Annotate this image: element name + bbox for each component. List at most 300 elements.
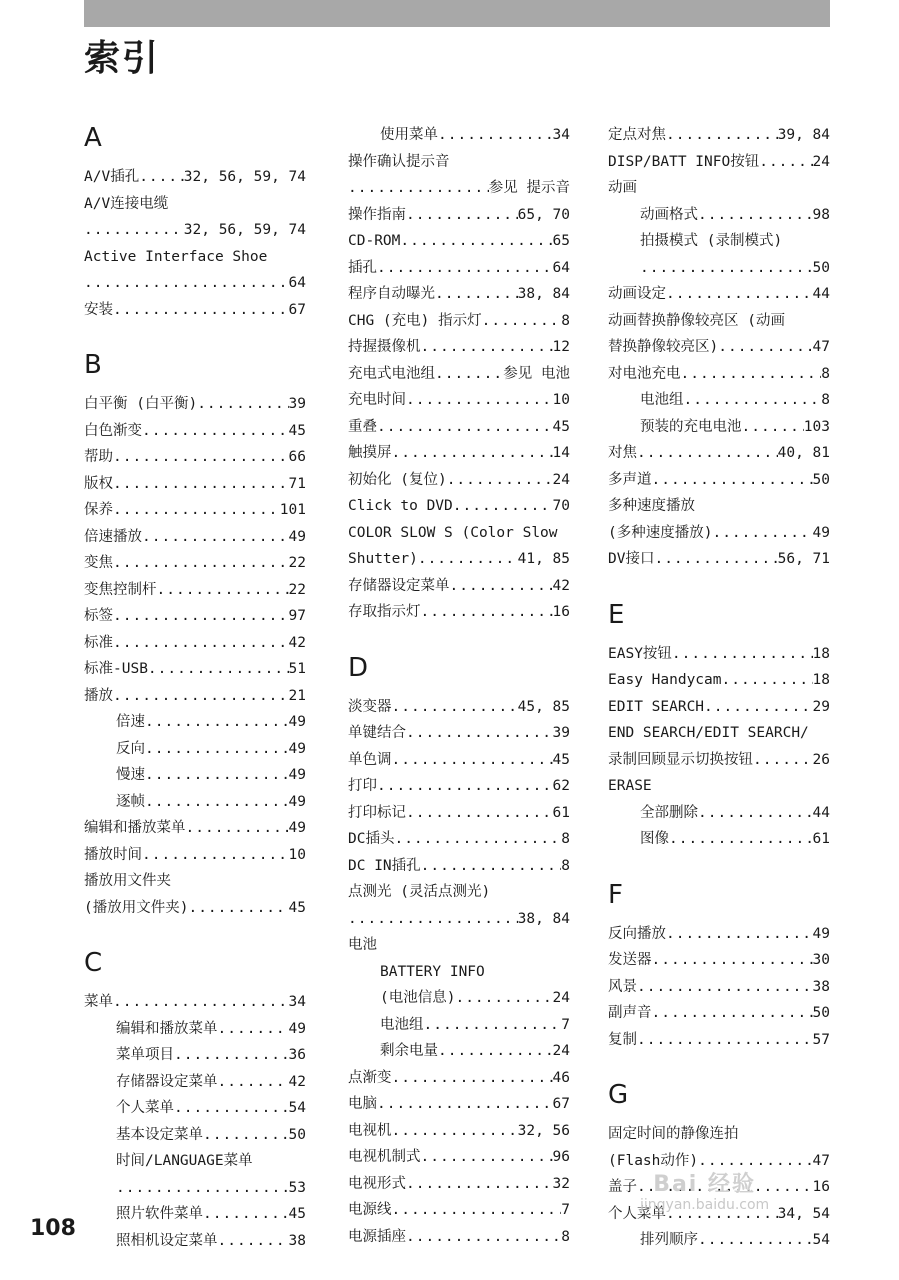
dot-leader xyxy=(218,1016,289,1043)
index-row xyxy=(116,1095,306,1122)
page-ref: 10 xyxy=(552,392,570,408)
page-ref: 22 xyxy=(288,555,306,571)
index-term: 安装 xyxy=(84,301,113,318)
index-subentry xyxy=(608,228,830,281)
page-ref: 16 xyxy=(552,604,570,620)
index-entry xyxy=(348,1118,570,1145)
index-term: CD-ROM xyxy=(348,233,401,249)
index-term: 电池组 xyxy=(640,392,684,408)
index-term: 图像 xyxy=(640,831,669,847)
index-term: 动画 xyxy=(608,180,637,196)
index-subentry xyxy=(608,387,830,414)
index-entry xyxy=(84,418,306,445)
index-row xyxy=(640,1227,830,1254)
index-term: 存取指示灯 xyxy=(348,604,421,620)
index-row xyxy=(84,895,306,922)
page-ref: 49 xyxy=(288,528,306,545)
dot-leader xyxy=(392,694,518,721)
index-term: 对电池充电 xyxy=(608,365,681,382)
index-term: 动画格式 xyxy=(640,206,698,223)
index-entry xyxy=(84,630,306,657)
index-subentry xyxy=(84,1228,306,1255)
index-row xyxy=(84,603,306,630)
index-row xyxy=(608,1148,830,1175)
page-ref: 45 xyxy=(288,899,306,916)
index-term: ERASE xyxy=(608,778,652,794)
dot-leader xyxy=(392,1197,562,1224)
index-term-lead: 多种速度播放 xyxy=(608,498,695,514)
page-ref: 38 xyxy=(812,978,830,995)
dot-leader xyxy=(698,1148,812,1175)
index-row xyxy=(348,334,570,361)
dot-leader xyxy=(142,524,289,551)
index-entry xyxy=(608,281,830,308)
dot-leader xyxy=(652,1000,813,1027)
index-term: 全部删除 xyxy=(640,804,698,821)
page-ref: 8 xyxy=(561,1228,570,1245)
dot-leader xyxy=(637,1027,813,1054)
index-entry xyxy=(84,497,306,524)
page-ref: 45 xyxy=(288,1206,306,1222)
index-term: 倍速 xyxy=(116,714,145,730)
index-subentry xyxy=(84,1122,306,1149)
index-term: 发送器 xyxy=(608,952,652,968)
index-term: 打印 xyxy=(348,778,377,794)
index-term: 电池 xyxy=(348,937,377,953)
header-bar xyxy=(84,0,830,27)
index-row xyxy=(84,391,306,418)
index-row xyxy=(348,694,570,721)
index-entry xyxy=(608,175,830,202)
index-entry xyxy=(348,467,570,494)
index-row xyxy=(348,281,570,308)
dot-leader xyxy=(406,800,553,827)
dot-leader xyxy=(438,122,553,149)
index-term: 保养 xyxy=(84,502,113,518)
page-ref: 38, 84 xyxy=(517,910,570,927)
page-ref: 50 xyxy=(288,1126,306,1143)
index-row xyxy=(348,826,570,853)
dot-leader xyxy=(186,815,289,842)
dot-leader xyxy=(113,550,289,577)
index-term: 电视机 xyxy=(348,1122,392,1139)
index-entry xyxy=(348,773,570,800)
dot-leader xyxy=(84,270,289,297)
index-row xyxy=(116,709,306,736)
dot-leader xyxy=(400,228,552,255)
watermark-url: jingyan.baidu.com xyxy=(640,1197,770,1213)
page-ref: 16 xyxy=(812,1179,830,1195)
index-term: 标签 xyxy=(84,608,113,624)
page-ref: 47 xyxy=(812,1152,830,1169)
index-row xyxy=(608,546,830,573)
index-row xyxy=(640,826,830,853)
index-entry xyxy=(608,974,830,1001)
page-ref: 24 xyxy=(552,1043,570,1059)
page-ref: 14 xyxy=(552,445,570,461)
index-row xyxy=(608,667,830,694)
dot-leader xyxy=(421,599,553,626)
page-ref: 45 xyxy=(288,422,306,439)
index-entry xyxy=(348,493,570,520)
index-term: 播放时间 xyxy=(84,846,142,863)
index-entry xyxy=(608,641,830,668)
page-ref: 57 xyxy=(812,1031,830,1048)
page-ref: 参见 提示音 xyxy=(488,180,570,196)
page-ref: 49 xyxy=(288,820,306,836)
dot-leader xyxy=(666,921,813,948)
index-entry xyxy=(348,1197,570,1224)
index-row xyxy=(348,1224,570,1251)
index-row xyxy=(640,387,830,414)
page-ref: 65 xyxy=(552,233,570,249)
section-letter: B xyxy=(84,350,102,380)
index-entry xyxy=(608,921,830,948)
index-entry xyxy=(84,868,306,921)
page-ref: 21 xyxy=(288,687,306,704)
index-entry xyxy=(348,826,570,853)
index-row xyxy=(608,149,830,176)
index-term: 变焦 xyxy=(84,555,113,571)
index-term: 触摸屏 xyxy=(348,445,392,461)
index-term-lead: A/V连接电缆 xyxy=(84,195,169,212)
dot-leader xyxy=(113,297,289,324)
index-entry xyxy=(348,720,570,747)
index-subentry xyxy=(84,762,306,789)
page-ref: 47 xyxy=(812,339,830,355)
index-entry xyxy=(608,1121,830,1174)
index-row xyxy=(348,853,570,880)
index-row xyxy=(116,1228,306,1255)
index-row xyxy=(84,683,306,710)
dot-leader xyxy=(421,853,562,880)
index-subentry xyxy=(84,1201,306,1228)
dot-leader xyxy=(157,577,289,604)
index-term: 电视机制式 xyxy=(348,1149,421,1165)
index-term: 充电时间 xyxy=(348,392,406,408)
index-subentry xyxy=(84,709,306,736)
index-entry xyxy=(348,573,570,600)
index-row xyxy=(640,800,830,827)
index-term: CHG (充电) 指示灯 xyxy=(348,312,482,329)
index-row xyxy=(608,694,830,721)
index-row xyxy=(608,1000,830,1027)
page-ref: 51 xyxy=(288,661,306,677)
index-term: 电源插座 xyxy=(348,1228,406,1245)
index-row xyxy=(84,524,306,551)
dot-leader xyxy=(145,709,289,736)
index-entry xyxy=(348,853,570,880)
index-row xyxy=(380,985,570,1012)
index-row xyxy=(116,1042,306,1069)
index-subentry xyxy=(348,122,570,149)
page-ref: 39 xyxy=(552,725,570,741)
index-entry xyxy=(608,440,830,467)
index-term: 照相机设定菜单 xyxy=(116,1232,218,1249)
index-entry xyxy=(348,879,570,932)
index-row xyxy=(348,1197,570,1224)
page-ref: 66 xyxy=(288,449,306,465)
index-term: 重叠 xyxy=(348,418,377,435)
dot-leader xyxy=(681,361,822,388)
index-subentry xyxy=(84,1016,306,1043)
index-subentry xyxy=(608,826,830,853)
index-term: 电池组 xyxy=(380,1016,424,1033)
index-term: 定点对焦 xyxy=(608,127,666,143)
index-subentry xyxy=(84,789,306,816)
page-ref: 8 xyxy=(561,831,570,847)
index-entry xyxy=(84,444,306,471)
index-row xyxy=(116,1122,306,1149)
dot-leader xyxy=(753,747,813,774)
watermark-logo: Bai 经验 xyxy=(653,1172,757,1197)
index-term: 复制 xyxy=(608,1031,637,1048)
page-ref: 49 xyxy=(812,925,830,942)
index-row xyxy=(348,440,570,467)
index-term: 标准-USB xyxy=(84,661,148,677)
dot-leader xyxy=(438,1038,553,1065)
page-ref: 8 xyxy=(561,857,570,874)
page-ref: 34 xyxy=(288,994,306,1010)
page-ref: 56, 71 xyxy=(777,551,830,567)
index-term: 操作指南 xyxy=(348,206,406,223)
dot-leader xyxy=(203,1201,289,1228)
index-row xyxy=(348,1065,570,1092)
index-row xyxy=(84,444,306,471)
dot-leader xyxy=(742,414,804,441)
index-subentry xyxy=(608,800,830,827)
page-ref: 67 xyxy=(552,1096,570,1112)
dot-leader xyxy=(113,471,289,498)
index-entry xyxy=(84,191,306,244)
index-row xyxy=(84,270,306,297)
index-row xyxy=(84,297,306,324)
page-ref: 18 xyxy=(812,645,830,662)
index-term: 倍速播放 xyxy=(84,528,142,545)
page-ref: 45, 85 xyxy=(517,698,570,715)
index-term: Shutter) xyxy=(348,551,418,567)
dot-leader xyxy=(455,985,552,1012)
index-row xyxy=(348,308,570,335)
page-ref: 65, 70 xyxy=(517,206,570,223)
index-row xyxy=(348,546,570,573)
dot-leader xyxy=(652,947,813,974)
index-entry xyxy=(608,149,830,176)
dot-leader xyxy=(113,989,289,1016)
index-row xyxy=(116,736,306,763)
index-entry xyxy=(84,603,306,630)
index-subentry xyxy=(608,202,830,229)
dot-leader xyxy=(672,641,813,668)
page-ref: 64 xyxy=(288,275,306,291)
index-row xyxy=(348,361,570,388)
dot-leader xyxy=(392,440,553,467)
page-ref: 34, 54 xyxy=(777,1205,830,1222)
index-row xyxy=(116,1175,306,1202)
index-term: 替换静像较亮区) xyxy=(608,339,719,355)
dot-leader xyxy=(203,1122,289,1149)
index-row xyxy=(84,550,306,577)
index-column-1 xyxy=(84,122,306,1254)
dot-leader xyxy=(377,414,553,441)
dot-leader xyxy=(113,603,289,630)
dot-leader xyxy=(113,630,289,657)
dot-leader xyxy=(450,573,553,600)
index-row xyxy=(116,1069,306,1096)
index-row xyxy=(640,255,830,282)
index-term: (多种速度播放) xyxy=(608,524,713,541)
dot-leader xyxy=(666,122,778,149)
index-row xyxy=(84,497,306,524)
page-ref: 8 xyxy=(821,365,830,382)
index-entry xyxy=(348,599,570,626)
index-row xyxy=(348,800,570,827)
index-entry xyxy=(608,720,830,773)
page-ref: 98 xyxy=(812,206,830,223)
dot-leader xyxy=(435,361,503,388)
index-entry xyxy=(84,842,306,869)
index-entry xyxy=(84,989,306,1016)
index-term-lead: END SEARCH/EDIT SEARCH/ xyxy=(608,725,809,741)
index-row xyxy=(608,122,830,149)
index-term: 个人菜单 xyxy=(608,1205,666,1222)
dot-leader xyxy=(684,387,822,414)
index-row xyxy=(84,471,306,498)
index-row xyxy=(608,440,830,467)
dot-leader xyxy=(704,694,813,721)
index-term: 盖子 xyxy=(608,1179,637,1195)
page-ref: 67 xyxy=(288,301,306,318)
dot-leader xyxy=(197,391,288,418)
index-row xyxy=(608,467,830,494)
dot-leader xyxy=(392,1065,553,1092)
page-ref: 49 xyxy=(288,714,306,730)
index-row xyxy=(640,202,830,229)
index-row xyxy=(348,773,570,800)
index-entry xyxy=(348,747,570,774)
index-entry xyxy=(608,467,830,494)
index-row xyxy=(348,228,570,255)
index-term: 剩余电量 xyxy=(380,1043,438,1059)
index-subentry xyxy=(84,736,306,763)
index-entry xyxy=(608,667,830,694)
page-ref: 71 xyxy=(288,475,306,492)
page-ref: 参见 电池 xyxy=(503,365,570,382)
index-entry xyxy=(84,577,306,604)
index-term: 插孔 xyxy=(348,259,377,276)
index-entry xyxy=(84,164,306,191)
index-term-lead: 时间/LANGUAGE菜单 xyxy=(116,1153,253,1169)
index-row xyxy=(608,361,830,388)
index-row xyxy=(608,641,830,668)
index-entry xyxy=(348,361,570,388)
page-ref: 34 xyxy=(552,127,570,143)
index-term: 电脑 xyxy=(348,1096,377,1112)
index-entry xyxy=(348,308,570,335)
index-term: 对焦 xyxy=(608,445,637,461)
index-term: 个人菜单 xyxy=(116,1100,174,1116)
section-letter: G xyxy=(608,1080,629,1110)
page-ref: 44 xyxy=(812,286,830,302)
dot-leader xyxy=(421,1144,553,1171)
index-term: 初始化 (复位) xyxy=(348,471,447,488)
page-ref: 50 xyxy=(812,1005,830,1021)
section-letter: D xyxy=(348,652,369,683)
index-row xyxy=(84,217,306,244)
index-term: 编辑和播放菜单 xyxy=(84,820,186,836)
page-ref: 8 xyxy=(561,312,570,329)
dot-leader xyxy=(139,164,184,191)
index-row xyxy=(116,762,306,789)
index-term: DC插头 xyxy=(348,831,395,847)
dot-leader xyxy=(174,1042,289,1069)
dot-leader xyxy=(424,1012,562,1039)
index-term: 电视形式 xyxy=(348,1175,406,1192)
index-row xyxy=(348,1171,570,1198)
dot-leader xyxy=(637,440,778,467)
index-term: 排列顺序 xyxy=(640,1232,698,1248)
index-subentry xyxy=(608,414,830,441)
page-ref: 46 xyxy=(552,1069,570,1086)
index-entry xyxy=(348,1171,570,1198)
index-subentry xyxy=(348,1012,570,1039)
dot-leader xyxy=(406,202,518,229)
index-entry xyxy=(608,947,830,974)
index-term: (播放用文件夹) xyxy=(84,899,189,916)
index-column-3 xyxy=(608,122,830,1254)
dot-leader xyxy=(348,175,489,202)
index-entry xyxy=(608,122,830,149)
index-term-lead: Active Interface Shoe xyxy=(84,248,268,265)
index-entry xyxy=(608,1000,830,1027)
page-ref: 70 xyxy=(552,498,570,514)
page-ref: 22 xyxy=(288,581,306,598)
index-row xyxy=(348,1091,570,1118)
index-row xyxy=(348,414,570,441)
index-entry xyxy=(348,694,570,721)
page-ref: 101 xyxy=(279,502,306,518)
index-term-lead: 拍摄模式 (录制模式) xyxy=(640,233,783,249)
dot-leader xyxy=(392,747,553,774)
index-term-lead: 固定时间的静像连拍 xyxy=(608,1126,739,1142)
page-ref: 10 xyxy=(288,846,306,863)
index-subentry xyxy=(84,1042,306,1069)
page-ref: 49 xyxy=(288,1020,306,1037)
index-row xyxy=(348,175,570,202)
index-term: 单色调 xyxy=(348,751,392,768)
index-row xyxy=(84,842,306,869)
index-term: DC IN插孔 xyxy=(348,857,421,874)
index-term: 动画设定 xyxy=(608,286,666,302)
index-entry xyxy=(348,1091,570,1118)
index-row xyxy=(608,281,830,308)
page-ref: 42 xyxy=(288,1073,306,1090)
dot-leader xyxy=(116,1175,289,1202)
page-ref: 61 xyxy=(552,804,570,821)
page-title: 索引 xyxy=(84,38,161,79)
index-term: 预装的充电电池 xyxy=(640,418,742,435)
index-row xyxy=(84,815,306,842)
page-ref: 40, 81 xyxy=(777,445,830,461)
dot-leader xyxy=(406,1224,561,1251)
page-ref: 32, 56, 59, 74 xyxy=(183,169,306,185)
page-ref: 45 xyxy=(552,751,570,768)
index-term: 版权 xyxy=(84,475,113,492)
index-row xyxy=(380,1038,570,1065)
dot-leader xyxy=(453,493,553,520)
index-subentry xyxy=(84,1095,306,1122)
index-term: 帮助 xyxy=(84,449,113,465)
